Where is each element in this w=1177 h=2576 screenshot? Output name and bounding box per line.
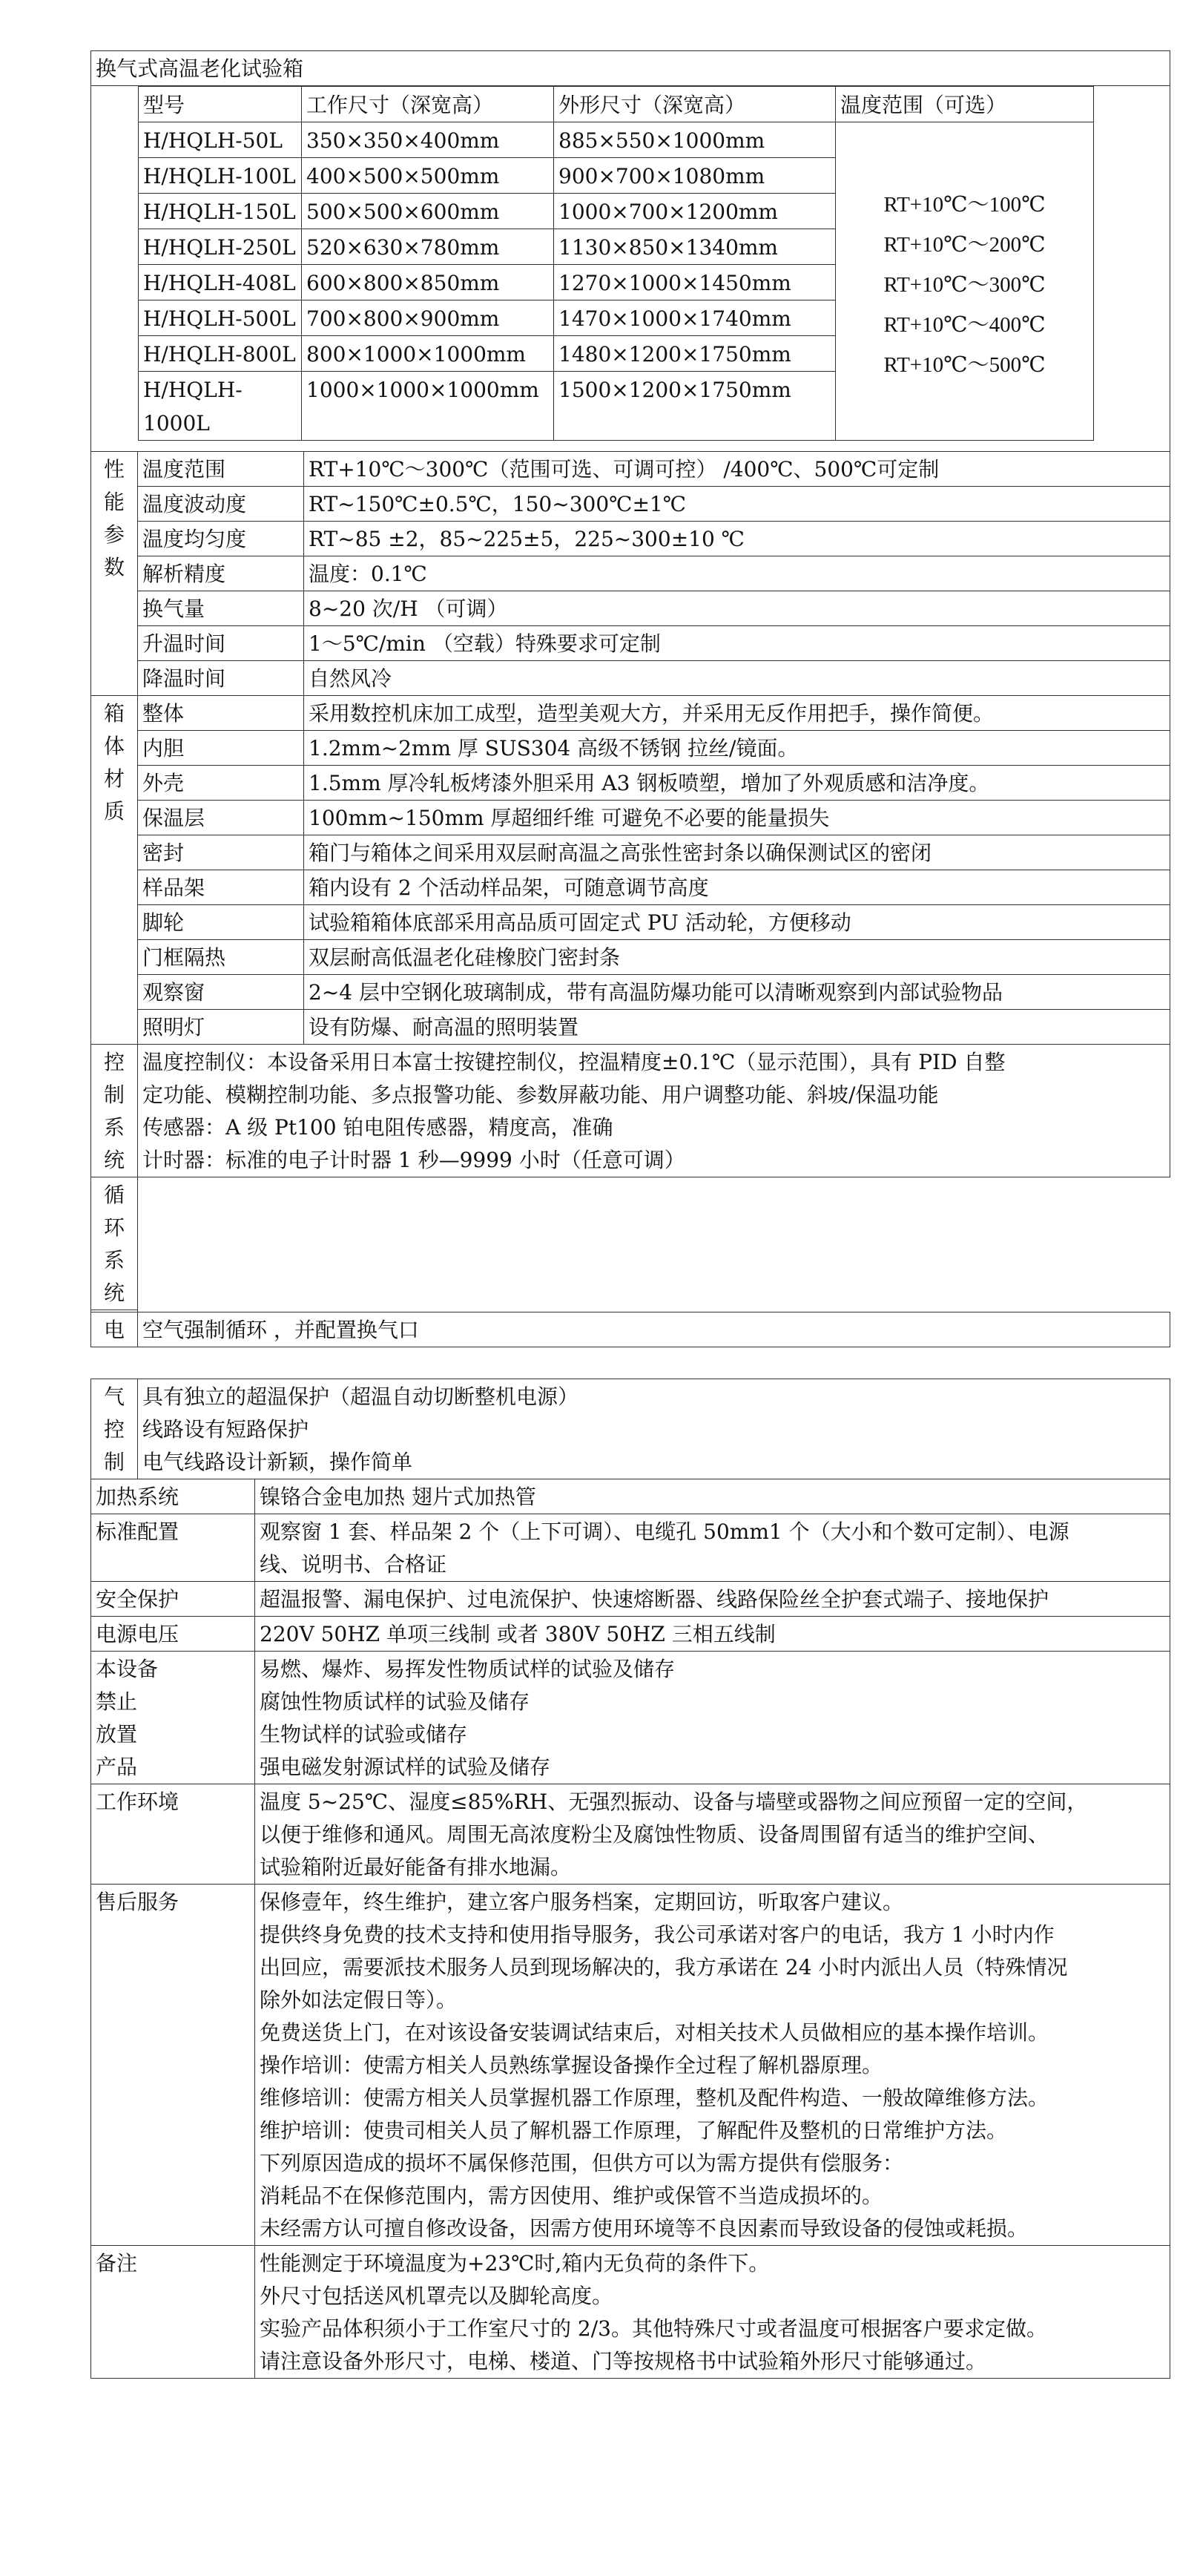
electric-control-text <box>138 1379 1170 1479</box>
control-line: 传感器：A 级 Pt100 铂电阻传感器，精度高，准确 <box>142 1115 613 1140</box>
performance-value: 8~20 次/H （可调） <box>304 591 1170 626</box>
performance-item: 温度范围 <box>138 452 304 487</box>
body-material-item: 保温层 <box>138 801 304 835</box>
spec-label <box>91 2246 255 2379</box>
spec-line: 线、说明书、合格证 <box>260 1552 447 1577</box>
temp-range-option: RT+10℃～200℃ <box>883 233 1046 257</box>
model-name: H/HQLH-500L <box>139 300 302 336</box>
spec-value <box>255 1582 1170 1617</box>
spec-label <box>91 1514 255 1582</box>
label-char: 环 <box>103 1215 125 1240</box>
spec-label-line: 安全保护 <box>96 1587 179 1611</box>
body-material-row <box>91 870 1170 905</box>
spec-label-line: 放置 <box>96 1722 138 1747</box>
spec-row <box>91 1479 1170 1514</box>
work-size: 600×800×850mm <box>302 265 554 300</box>
header-work-size: 工作尺寸（深宽高） <box>302 87 554 122</box>
performance-item: 升温时间 <box>138 626 304 661</box>
spec-line: 强电磁发射源试样的试验及储存 <box>260 1755 551 1779</box>
label-char: 体 <box>103 734 125 758</box>
performance-item: 温度均匀度 <box>138 522 304 556</box>
model-name: H/HQLH-408L <box>139 265 302 300</box>
spec-label-line: 产品 <box>96 1755 138 1779</box>
label-char: 系 <box>103 1115 125 1140</box>
work-size: 800×1000×1000mm <box>302 336 554 372</box>
body-material-value: 箱门与箱体之间采用双层耐高温之高张性密封条以确保测试区的密闭 <box>304 835 1170 870</box>
spec-row <box>91 1514 1170 1582</box>
spec-label-line: 电源电压 <box>96 1622 179 1646</box>
outer-size: 1270×1000×1450mm <box>554 265 836 300</box>
spec-line: 除外如法定假日等）。 <box>260 1988 458 2012</box>
body-material-row <box>91 731 1170 766</box>
body-material-row <box>91 696 1170 731</box>
performance-row <box>91 591 1170 626</box>
spec-label <box>91 1582 255 1617</box>
performance-item: 温度波动度 <box>138 487 304 522</box>
model-row <box>139 122 1094 158</box>
spec-value <box>255 2246 1170 2379</box>
work-size: 500×500×600mm <box>302 194 554 229</box>
label-char: 性 <box>103 457 125 482</box>
performance-row <box>91 661 1170 696</box>
body-material-item: 整体 <box>138 696 304 731</box>
section-vertical-label <box>91 1045 138 1177</box>
section-vertical-label <box>91 696 138 1045</box>
outer-size: 885×550×1000mm <box>554 122 836 158</box>
electric-control-line: 电气线路设计新颖，操作简单 <box>142 1450 413 1474</box>
spec-row <box>91 2246 1170 2379</box>
spec-label <box>91 1617 255 1652</box>
body-material-item: 内胆 <box>138 731 304 766</box>
circulation-row <box>91 1177 1170 1310</box>
section-vertical-label <box>91 452 138 696</box>
body-material-row <box>91 1010 1170 1045</box>
label-char: 系 <box>103 1248 125 1272</box>
control-line: 定功能、模糊控制功能、多点报警功能、参数屏蔽功能、用户调整功能、斜坡/保温功能 <box>142 1082 939 1107</box>
temp-range-option: RT+10℃～300℃ <box>883 273 1046 297</box>
outer-size: 1000×700×1200mm <box>554 194 836 229</box>
body-material-row <box>91 905 1170 940</box>
label-char: 质 <box>103 799 125 824</box>
spec-line: 消耗品不在保修范围内，需方因使用、维护或保管不当造成损坏的。 <box>260 2184 883 2208</box>
spec-label-line: 本设备 <box>96 1657 159 1681</box>
spec-line: 出回应，需要派技术服务人员到现场解决的，我方承诺在 24 小时内派出人员（特殊情况 <box>260 1955 1068 1979</box>
spec-label-line: 加热系统 <box>96 1485 179 1509</box>
spec-value <box>255 1652 1170 1784</box>
spec-row <box>91 1652 1170 1784</box>
spec-row <box>91 1885 1170 2246</box>
spec-label-line: 工作环境 <box>96 1790 179 1814</box>
section-vertical-label <box>91 1177 138 1310</box>
body-material-value: 试验箱箱体底部采用高品质可固定式 PU 活动轮，方便移动 <box>304 905 1170 940</box>
body-material-value: 1.5mm 厚冷轧板烤漆外胆采用 A3 钢板喷塑，增加了外观质感和洁净度。 <box>304 766 1170 801</box>
temp-range-option: RT+10℃～500℃ <box>883 353 1046 377</box>
control-line: 温度控制仪：本设备采用日本富士按键控制仪，控温精度±0.1℃（显示范围），具有 PID 自整 <box>142 1050 1006 1074</box>
electric-control-line: 线路设有短路保护 <box>142 1417 309 1442</box>
body-material-row <box>91 801 1170 835</box>
control-line: 计时器：标准的电子计时器 1 秒—9999 小时（任意可调） <box>142 1148 685 1172</box>
spec-line: 镍铬合金电加热 翅片式加热管 <box>260 1485 536 1509</box>
label-char: 箱 <box>103 701 125 726</box>
spec-row <box>91 1582 1170 1617</box>
temp-range-option: RT+10℃～100℃ <box>883 193 1046 217</box>
body-material-item: 密封 <box>138 835 304 870</box>
section-vertical-label <box>91 1379 138 1479</box>
outer-size: 1500×1200×1750mm <box>554 372 836 441</box>
electric-label: 电 <box>91 1312 138 1347</box>
model-name: H/HQLH-800L <box>139 336 302 372</box>
performance-value: RT+10℃～300℃（范围可选、可调可控） /400℃、500℃可定制 <box>304 452 1170 487</box>
label-char: 能 <box>103 490 125 514</box>
spec-line: 提供终身免费的技术支持和使用指导服务，我公司承诺对客户的电话，我方 1 小时内作 <box>260 1922 1055 1947</box>
spec-label-line: 标准配置 <box>96 1519 179 1544</box>
label-char: 统 <box>103 1281 125 1305</box>
model-name: H/HQLH-50L <box>139 122 302 158</box>
body-material-item: 脚轮 <box>138 905 304 940</box>
performance-value: RT~150℃±0.5℃，150~300℃±1℃ <box>304 487 1170 522</box>
spec-line: 请注意设备外形尺寸，电梯、楼道、门等按规格书中试验箱外形尺寸能够通过。 <box>260 2349 987 2373</box>
spec-value <box>255 1885 1170 2246</box>
body-material-value: 2~4 层中空钢化玻璃制成，带有高温防爆功能可以清晰观察到内部试验物品 <box>304 975 1170 1010</box>
model-name: H/HQLH-250L <box>139 229 302 265</box>
spec-line: 实验产品体积须小于工作室尺寸的 2/3。其他特殊尺寸或者温度可根据客户要求定做。 <box>260 2316 1047 2341</box>
spec-sheet <box>90 50 1170 2379</box>
body-material-value: 采用数控机床加工成型，造型美观大方，并采用无反作用把手，操作简便。 <box>304 696 1170 731</box>
performance-row <box>91 452 1170 487</box>
header-temp-range: 温度范围（可选） <box>836 87 1094 122</box>
body-material-row <box>91 835 1170 870</box>
control-text <box>138 1045 1170 1177</box>
header-outer-size: 外形尺寸（深宽高） <box>554 87 836 122</box>
work-size: 1000×1000×1000mm <box>302 372 554 441</box>
spec-line: 试验箱附近最好能备有排水地漏。 <box>260 1855 572 1879</box>
spec-label <box>91 1479 255 1514</box>
body-material-row <box>91 766 1170 801</box>
spec-line: 220V 50HZ 单项三线制 或者 380V 50HZ 三相五线制 <box>260 1622 776 1646</box>
body-material-item: 门框隔热 <box>138 940 304 975</box>
work-size: 520×630×780mm <box>302 229 554 265</box>
performance-value: 自然风冷 <box>304 661 1170 696</box>
control-row <box>91 1045 1170 1177</box>
spec-line: 免费送货上门，在对该设备安装调试结束后，对相关技术人员做相应的基本操作培训。 <box>260 2020 1049 2045</box>
body-material-value: 100mm~150mm 厚超细纤维 可避免不必要的能量损失 <box>304 801 1170 835</box>
spec-label <box>91 1784 255 1885</box>
label-char: 参 <box>103 522 125 547</box>
electric-text: 空气强制循环 ，并配置换气口 <box>138 1312 1170 1347</box>
label-char: 材 <box>103 766 125 791</box>
spec-line: 操作培训：使需方相关人员熟练掌握设备操作全过程了解机器原理。 <box>260 2053 883 2077</box>
spec-line: 观察窗 1 套、样品架 2 个（上下可调）、电缆孔 50mm1 个（大小和个数可定制）、电源 <box>260 1519 1069 1544</box>
spec-line: 外尺寸包括送风机罩壳以及脚轮高度。 <box>260 2284 613 2308</box>
model-name: H/HQLH-150L <box>139 194 302 229</box>
performance-item: 解析精度 <box>138 556 304 591</box>
body-material-value: 1.2mm~2mm 厚 SUS304 高级不锈钢 拉丝/镜面。 <box>304 731 1170 766</box>
spec-value <box>255 1784 1170 1885</box>
temp-range-option: RT+10℃～400℃ <box>883 313 1046 337</box>
label-char: 数 <box>103 555 125 579</box>
outer-size: 1480×1200×1750mm <box>554 336 836 372</box>
body-material-item: 照明灯 <box>138 1010 304 1045</box>
performance-row <box>91 556 1170 591</box>
header-model: 型号 <box>139 87 302 122</box>
models-section <box>91 86 1170 452</box>
spec-label <box>91 1652 255 1784</box>
label-char: 制 <box>103 1082 125 1107</box>
spec-line: 下列原因造成的损坏不属保修范围，但供方可以为需方提供有偿服务： <box>260 2151 904 2175</box>
label-char: 制 <box>103 1450 125 1474</box>
label-char: 控 <box>103 1050 125 1074</box>
spec-value <box>255 1617 1170 1652</box>
label-char: 控 <box>103 1417 125 1442</box>
body-material-row <box>91 975 1170 1010</box>
spec-row <box>91 1617 1170 1652</box>
spec-value <box>255 1479 1170 1514</box>
body-material-item: 外壳 <box>138 766 304 801</box>
body-material-row <box>91 940 1170 975</box>
outer-size: 1130×850×1340mm <box>554 229 836 265</box>
label-char: 统 <box>103 1148 125 1172</box>
work-size: 400×500×500mm <box>302 158 554 194</box>
spec-line: 未经需方认可擅自修改设备，因需方使用环境等不良因素而导致设备的侵蚀或耗损。 <box>260 2216 1029 2241</box>
spec-line: 维修培训：使需方相关人员掌握机器工作原理，整机及配件构造、一般故障维修方法。 <box>260 2086 1049 2110</box>
spec-label-line: 备注 <box>96 2251 138 2276</box>
label-char: 气 <box>103 1384 125 1409</box>
body-material-item: 观察窗 <box>138 975 304 1010</box>
temp-range-cell <box>836 122 1094 441</box>
spec-label-line: 禁止 <box>96 1689 138 1714</box>
spec-line: 保修壹年，终生维护，建立客户服务档案，定期回访，听取客户建议。 <box>260 1890 904 1914</box>
spec-line: 腐蚀性物质试样的试验及储存 <box>260 1689 530 1714</box>
spec-line: 维护培训：使贵司相关人员了解机器工作原理，了解配件及整机的日常维护方法。 <box>260 2118 1008 2143</box>
body-material-value: 箱内设有 2 个活动样品架，可随意调节高度 <box>304 870 1170 905</box>
performance-item: 降温时间 <box>138 661 304 696</box>
spec-line: 以便于维修和通风。周围无高浓度粉尘及腐蚀性物质、设备周围留有适当的维护空间、 <box>260 1822 1049 1847</box>
performance-row <box>91 487 1170 522</box>
spec-line: 生物试样的试验或储存 <box>260 1722 468 1747</box>
outer-size: 900×700×1080mm <box>554 158 836 194</box>
spec-label <box>91 1885 255 2246</box>
product-title: 换气式高温老化试验箱 <box>91 51 1170 86</box>
spec-label-line: 售后服务 <box>96 1890 179 1914</box>
performance-value: RT~85 ±2，85~225±5，225~300±10 ℃ <box>304 522 1170 556</box>
model-name: H/HQLH-100L <box>139 158 302 194</box>
electric-control-line: 具有独立的超温保护（超温自动切断整机电源） <box>142 1384 579 1409</box>
spec-line: 超温报警、漏电保护、过电流保护、快速熔断器、线路保险丝全护套式端子、接地保护 <box>260 1587 1049 1611</box>
performance-value: 温度：0.1℃ <box>304 556 1170 591</box>
spec-line: 易燃、爆炸、易挥发性物质试样的试验及储存 <box>260 1657 676 1681</box>
performance-item: 换气量 <box>138 591 304 626</box>
electric-control-row <box>91 1379 1170 1479</box>
spec-table-top <box>90 50 1170 1347</box>
body-material-value: 设有防爆、耐高温的照明装置 <box>304 1010 1170 1045</box>
spec-value <box>255 1514 1170 1582</box>
model-name: H/HQLH-1000L <box>139 372 302 441</box>
spec-line: 性能测定于环境温度为+23℃时,箱内无负荷的条件下。 <box>260 2251 770 2276</box>
spec-row <box>91 1784 1170 1885</box>
body-material-value: 双层耐高低温老化硅橡胶门密封条 <box>304 940 1170 975</box>
models-table <box>138 86 1094 441</box>
spec-table-bottom <box>90 1379 1170 2379</box>
performance-value: 1～5℃/min （空载）特殊要求可定制 <box>304 626 1170 661</box>
models-header-row <box>139 87 1094 122</box>
spec-line: 温度 5~25℃、湿度≤85%RH、无强烈振动、设备与墙壁或器物之间应预留一定的空间， <box>260 1790 1088 1814</box>
work-size: 700×800×900mm <box>302 300 554 336</box>
performance-row <box>91 626 1170 661</box>
label-char: 循 <box>103 1183 125 1207</box>
work-size: 350×350×400mm <box>302 122 554 158</box>
outer-size: 1470×1000×1740mm <box>554 300 836 336</box>
body-material-item: 样品架 <box>138 870 304 905</box>
electric-top-row <box>91 1312 1170 1347</box>
performance-row <box>91 522 1170 556</box>
